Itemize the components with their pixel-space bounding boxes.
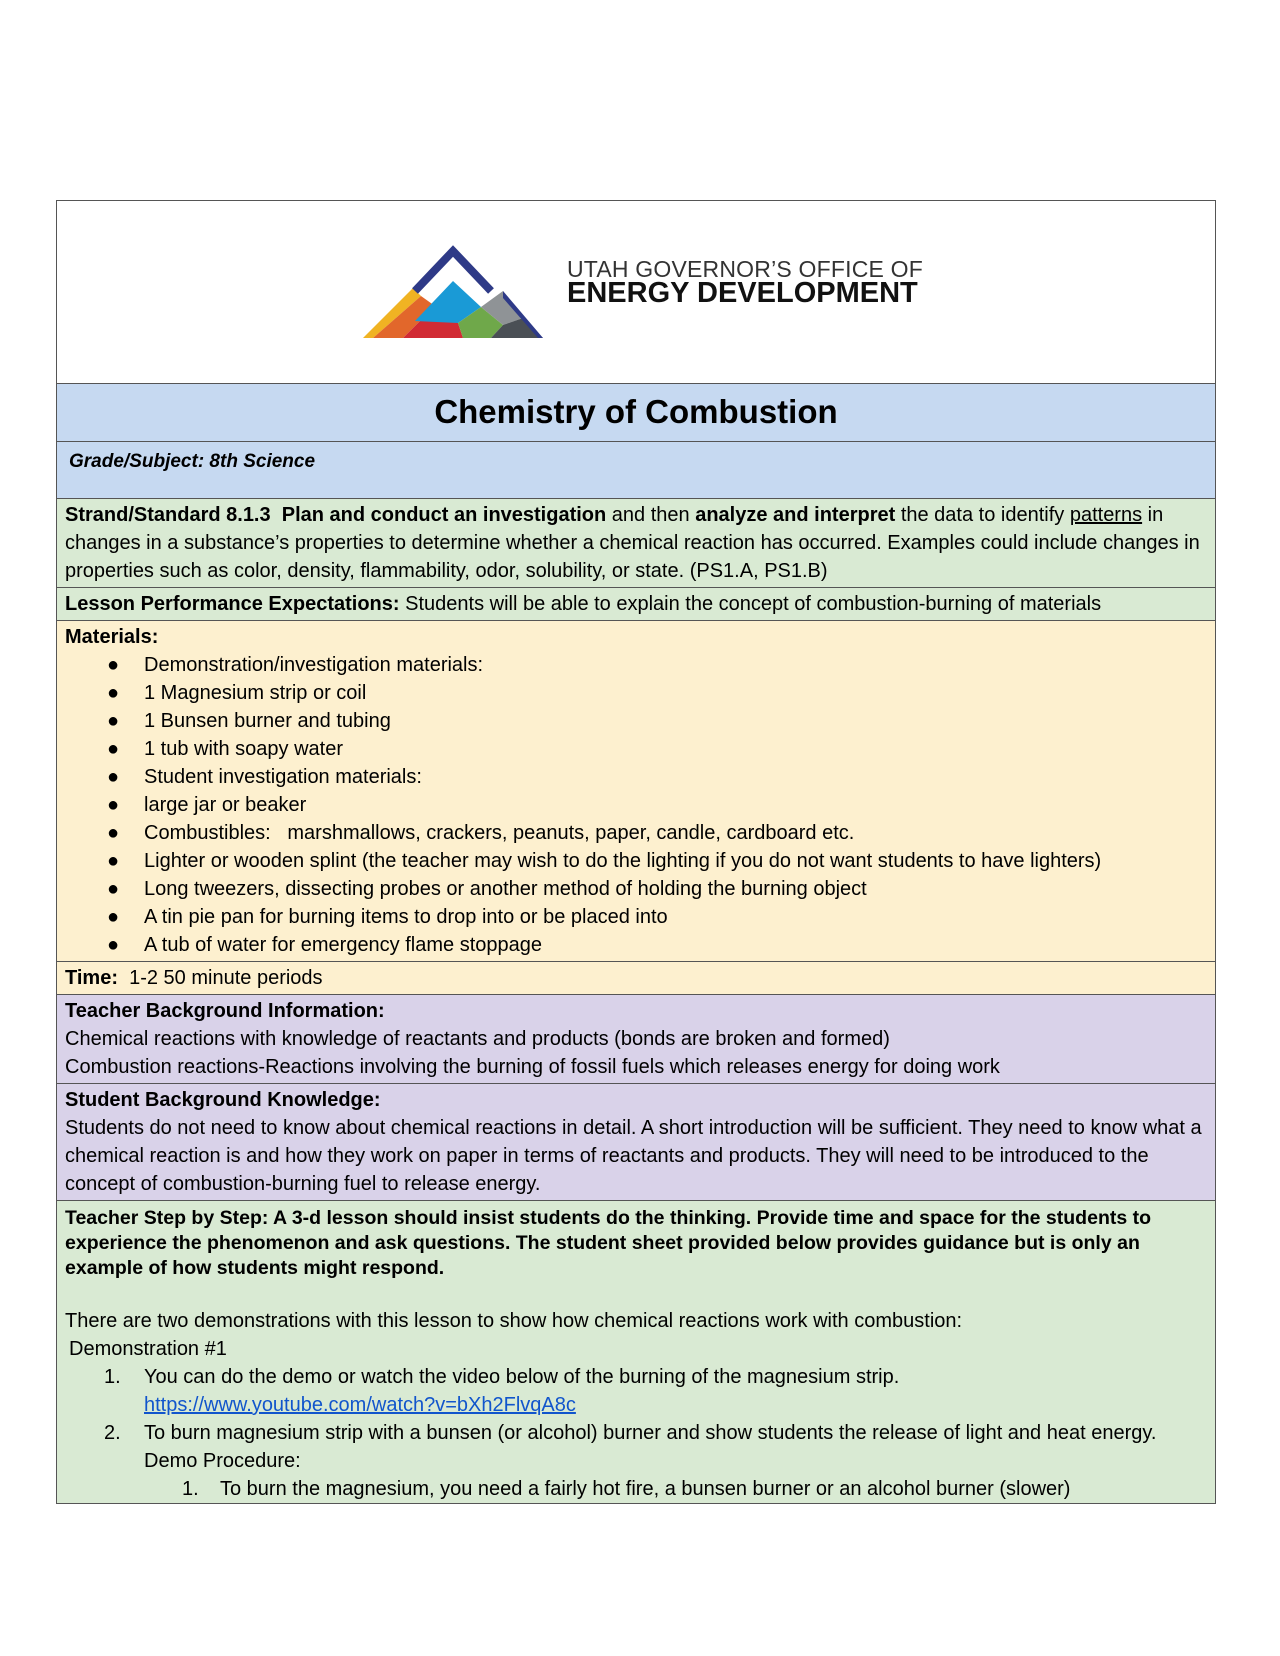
video-link[interactable]: https://www.youtube.com/watch?v=bXh2FlvqA8c: [144, 1394, 576, 1416]
demo-procedure-list: [144, 1475, 1207, 1503]
bullet-icon: ●: [107, 850, 120, 872]
material-text: 1 Magnesium strip or coil: [144, 682, 367, 704]
materials-cell: [57, 620, 1215, 961]
materials-list: [65, 651, 1207, 959]
standard-label: Strand/Standard 8.1.3: [65, 504, 271, 526]
materials-label: Materials:: [65, 626, 159, 648]
steps-cell: [57, 1200, 1215, 1503]
page-title: Chemistry of Combustion: [57, 383, 1215, 441]
standard-cell: [57, 498, 1215, 587]
step-number: 1.: [104, 1366, 121, 1388]
mountain-logo-icon: [363, 243, 563, 343]
demo-label: Demonstration #1: [69, 1338, 227, 1360]
bullet-icon: ●: [107, 794, 120, 816]
material-text: A tin pie pan for burning items to drop into or be placed into: [144, 906, 668, 928]
list-item: [65, 651, 1207, 679]
material-text: Demonstration/investigation materials:: [144, 654, 484, 676]
standard-bold-1: Plan and conduct an investigation: [281, 504, 607, 526]
lesson-table: [56, 200, 1216, 1504]
teacher-background-cell: [57, 994, 1215, 1083]
logo-line-2: ENERGY DEVELOPMENT: [567, 277, 918, 309]
performance-cell: [57, 587, 1215, 620]
performance-label: Lesson Performance Expectations:: [65, 593, 400, 615]
material-text: large jar or beaker: [144, 794, 307, 816]
performance-text: Students will be able to explain the concept of combustion-burning of materials: [399, 593, 1102, 615]
bullet-icon: ●: [107, 682, 120, 704]
bullet-icon: ●: [107, 766, 120, 788]
demo-steps-list: [65, 1363, 1207, 1503]
list-item: [65, 707, 1207, 735]
material-text: Combustibles: marshmallows, crackers, peanuts, paper, candle, cardboard etc.: [144, 822, 855, 844]
time-cell: [57, 961, 1215, 994]
grade-subject: Grade/Subject: 8th Science: [57, 441, 1215, 498]
material-text: Lighter or wooden splint (the teacher may wish to do the lighting if you do not want students to have lighters): [144, 850, 1102, 872]
bullet-icon: ●: [107, 654, 120, 676]
teacher-background-line: Combustion reactions-Reactions involving the burning of fossil fuels which releases energy for doing work: [65, 1056, 1000, 1078]
bullet-icon: ●: [107, 710, 120, 732]
standard-text-3: in changes in a substance’s properties to determine whether a chemical reaction has occurred. Examples could include changes in properties such as color, density, flammability, odor, solubility, or state. (PS1.A, PS1.B): [65, 504, 1200, 582]
time-text: 1-2 50 minute periods: [117, 967, 323, 989]
step-text: To burn the magnesium, you need a fairly hot fire, a bunsen burner or an alcohol burner (slower): [220, 1478, 1071, 1500]
student-background-label: Student Background Knowledge:: [65, 1089, 381, 1111]
teacher-background-line: Chemical reactions with knowledge of reactants and products (bonds are broken and formed): [65, 1028, 890, 1050]
standard-bold-2: analyze and interpret: [695, 504, 896, 526]
bullet-icon: ●: [107, 906, 120, 928]
list-item: [65, 735, 1207, 763]
list-item: [65, 763, 1207, 791]
list-item: [65, 847, 1207, 875]
list-item: [65, 819, 1207, 847]
time-label: Time:: [65, 967, 118, 989]
steps-header: Teacher Step by Step: A 3-d lesson should insist students do the thinking. Provide time and space for the students to experience the phenomenon and ask questions. The student sheet provided below provides guidance but is only an example of how students might respond.: [65, 1207, 1152, 1279]
material-text: 1 tub with soapy water: [144, 738, 343, 760]
standard-text-2: the data to identify: [895, 504, 1070, 526]
bullet-icon: ●: [107, 934, 120, 956]
step-text: To burn magnesium strip with a bunsen (or alcohol) burner and show students the release of light and heat energy. Demo Procedure:: [144, 1422, 1157, 1472]
step-number: 2.: [104, 1422, 121, 1444]
material-text: 1 Bunsen burner and tubing: [144, 710, 391, 732]
student-background-text: Students do not need to know about chemical reactions in detail. A short introduction will be sufficient. They need to know what a chemical reaction is and how they work on paper in terms of reactants and products. They will need to be introduced to the concept of combustion-burning fuel to release energy.: [65, 1117, 1202, 1195]
logo-line-1: UTAH GOVERNOR’S OFFICE OF: [567, 256, 923, 282]
standard-text-1: and then: [606, 504, 696, 526]
list-item: [65, 903, 1207, 931]
teacher-background-label: Teacher Background Information:: [65, 1000, 385, 1022]
list-item: [65, 931, 1207, 959]
material-text: Long tweezers, dissecting probes or another method of holding the burning object: [144, 878, 867, 900]
list-item: [65, 679, 1207, 707]
bullet-icon: ●: [107, 738, 120, 760]
step-number: 1.: [182, 1478, 199, 1500]
list-item: [65, 791, 1207, 819]
list-item: [65, 1363, 1207, 1419]
list-item: [65, 1419, 1207, 1503]
material-text: A tub of water for emergency flame stoppage: [144, 934, 542, 956]
bullet-icon: ●: [107, 878, 120, 900]
standard-underlined: patterns: [1069, 504, 1143, 526]
logo-cell: [57, 201, 1215, 383]
list-item: [65, 875, 1207, 903]
bullet-icon: ●: [107, 822, 120, 844]
spacer: [65, 1281, 1207, 1307]
list-item: [65, 1475, 1207, 1503]
material-text: Student investigation materials:: [144, 766, 422, 788]
steps-intro: There are two demonstrations with this lesson to show how chemical reactions work with combustion:: [65, 1310, 963, 1332]
student-background-cell: [57, 1083, 1215, 1200]
step-text: You can do the demo or watch the video below of the burning of the magnesium strip.: [144, 1366, 900, 1388]
